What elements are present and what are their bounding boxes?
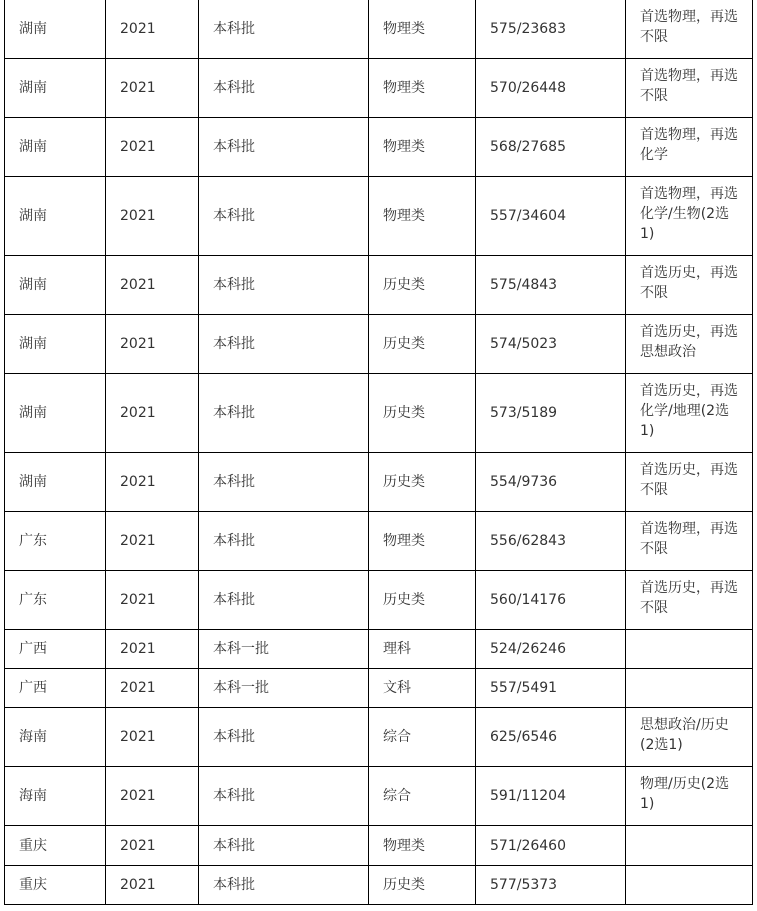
batch-cell: 本科批 xyxy=(199,177,369,256)
batch-cell: 本科一批 xyxy=(199,630,369,669)
year-cell: 2021 xyxy=(106,767,199,826)
category-cell: 历史类 xyxy=(369,453,476,512)
province-cell: 湖南 xyxy=(5,256,106,315)
batch-cell: 本科批 xyxy=(199,571,369,630)
year-cell: 2021 xyxy=(106,315,199,374)
subject-requirement-cell: 首选物理，再选化学 xyxy=(626,118,753,177)
province-cell: 广东 xyxy=(5,512,106,571)
category-cell: 综合 xyxy=(369,708,476,767)
year-cell: 2021 xyxy=(106,177,199,256)
year-cell: 2021 xyxy=(106,826,199,866)
table-row xyxy=(5,177,753,256)
batch-cell: 本科批 xyxy=(199,453,369,512)
year-cell: 2021 xyxy=(106,256,199,315)
batch-cell: 本科批 xyxy=(199,866,369,905)
score-rank-cell: 574/5023 xyxy=(476,315,626,374)
year-cell: 2021 xyxy=(106,59,199,118)
year-cell: 2021 xyxy=(106,630,199,669)
score-rank-cell: 625/6546 xyxy=(476,708,626,767)
score-rank-cell: 577/5373 xyxy=(476,866,626,905)
province-cell: 重庆 xyxy=(5,826,106,866)
province-cell: 湖南 xyxy=(5,315,106,374)
subject-requirement-cell xyxy=(626,866,753,905)
score-rank-cell: 554/9736 xyxy=(476,453,626,512)
table-row xyxy=(5,256,753,315)
subject-requirement-cell: 首选物理，再选不限 xyxy=(626,512,753,571)
subject-requirement-cell xyxy=(626,669,753,708)
province-cell: 湖南 xyxy=(5,374,106,453)
year-cell: 2021 xyxy=(106,118,199,177)
province-cell: 海南 xyxy=(5,708,106,767)
table-row xyxy=(5,866,753,905)
province-cell: 湖南 xyxy=(5,453,106,512)
score-rank-cell: 557/5491 xyxy=(476,669,626,708)
year-cell: 2021 xyxy=(106,669,199,708)
category-cell: 物理类 xyxy=(369,826,476,866)
subject-requirement-cell: 首选历史，再选不限 xyxy=(626,571,753,630)
table-row xyxy=(5,59,753,118)
category-cell: 物理类 xyxy=(369,177,476,256)
batch-cell: 本科批 xyxy=(199,59,369,118)
table-row xyxy=(5,826,753,866)
admission-score-table xyxy=(4,0,753,905)
score-rank-cell: 524/26246 xyxy=(476,630,626,669)
category-cell: 综合 xyxy=(369,767,476,826)
province-cell: 广西 xyxy=(5,669,106,708)
subject-requirement-cell: 首选历史，再选思想政治 xyxy=(626,315,753,374)
category-cell: 历史类 xyxy=(369,256,476,315)
table-row xyxy=(5,512,753,571)
table-row xyxy=(5,767,753,826)
batch-cell: 本科批 xyxy=(199,0,369,59)
year-cell: 2021 xyxy=(106,571,199,630)
year-cell: 2021 xyxy=(106,708,199,767)
batch-cell: 本科批 xyxy=(199,708,369,767)
table-row xyxy=(5,374,753,453)
batch-cell: 本科批 xyxy=(199,767,369,826)
year-cell: 2021 xyxy=(106,0,199,59)
category-cell: 文科 xyxy=(369,669,476,708)
score-rank-cell: 575/23683 xyxy=(476,0,626,59)
subject-requirement-cell: 物理/历史(2选1) xyxy=(626,767,753,826)
score-rank-cell: 570/26448 xyxy=(476,59,626,118)
category-cell: 物理类 xyxy=(369,59,476,118)
score-rank-cell: 557/34604 xyxy=(476,177,626,256)
table-row xyxy=(5,571,753,630)
category-cell: 历史类 xyxy=(369,374,476,453)
score-rank-cell: 575/4843 xyxy=(476,256,626,315)
province-cell: 广西 xyxy=(5,630,106,669)
batch-cell: 本科批 xyxy=(199,315,369,374)
batch-cell: 本科批 xyxy=(199,512,369,571)
batch-cell: 本科批 xyxy=(199,118,369,177)
subject-requirement-cell: 首选历史，再选不限 xyxy=(626,453,753,512)
subject-requirement-cell xyxy=(626,630,753,669)
table-row xyxy=(5,0,753,59)
subject-requirement-cell: 首选历史，再选化学/地理(2选1) xyxy=(626,374,753,453)
score-rank-cell: 591/11204 xyxy=(476,767,626,826)
year-cell: 2021 xyxy=(106,453,199,512)
subject-requirement-cell xyxy=(626,826,753,866)
batch-cell: 本科批 xyxy=(199,256,369,315)
subject-requirement-cell: 首选物理，再选不限 xyxy=(626,59,753,118)
category-cell: 历史类 xyxy=(369,571,476,630)
subject-requirement-cell: 思想政治/历史(2选1) xyxy=(626,708,753,767)
batch-cell: 本科一批 xyxy=(199,669,369,708)
subject-requirement-cell: 首选物理，再选化学/生物(2选1) xyxy=(626,177,753,256)
category-cell: 物理类 xyxy=(369,0,476,59)
score-rank-cell: 560/14176 xyxy=(476,571,626,630)
year-cell: 2021 xyxy=(106,374,199,453)
batch-cell: 本科批 xyxy=(199,826,369,866)
score-rank-cell: 573/5189 xyxy=(476,374,626,453)
subject-requirement-cell: 首选物理，再选不限 xyxy=(626,0,753,59)
category-cell: 物理类 xyxy=(369,512,476,571)
table-row xyxy=(5,630,753,669)
category-cell: 物理类 xyxy=(369,118,476,177)
province-cell: 湖南 xyxy=(5,118,106,177)
table-row xyxy=(5,453,753,512)
year-cell: 2021 xyxy=(106,512,199,571)
province-cell: 湖南 xyxy=(5,59,106,118)
table-row xyxy=(5,118,753,177)
table-row xyxy=(5,669,753,708)
subject-requirement-cell: 首选历史，再选不限 xyxy=(626,256,753,315)
table-row xyxy=(5,315,753,374)
table-row xyxy=(5,708,753,767)
category-cell: 理科 xyxy=(369,630,476,669)
province-cell: 湖南 xyxy=(5,177,106,256)
province-cell: 海南 xyxy=(5,767,106,826)
province-cell: 重庆 xyxy=(5,866,106,905)
batch-cell: 本科批 xyxy=(199,374,369,453)
score-rank-cell: 571/26460 xyxy=(476,826,626,866)
category-cell: 历史类 xyxy=(369,866,476,905)
province-cell: 湖南 xyxy=(5,0,106,59)
score-rank-cell: 568/27685 xyxy=(476,118,626,177)
province-cell: 广东 xyxy=(5,571,106,630)
year-cell: 2021 xyxy=(106,866,199,905)
category-cell: 历史类 xyxy=(369,315,476,374)
score-rank-cell: 556/62843 xyxy=(476,512,626,571)
